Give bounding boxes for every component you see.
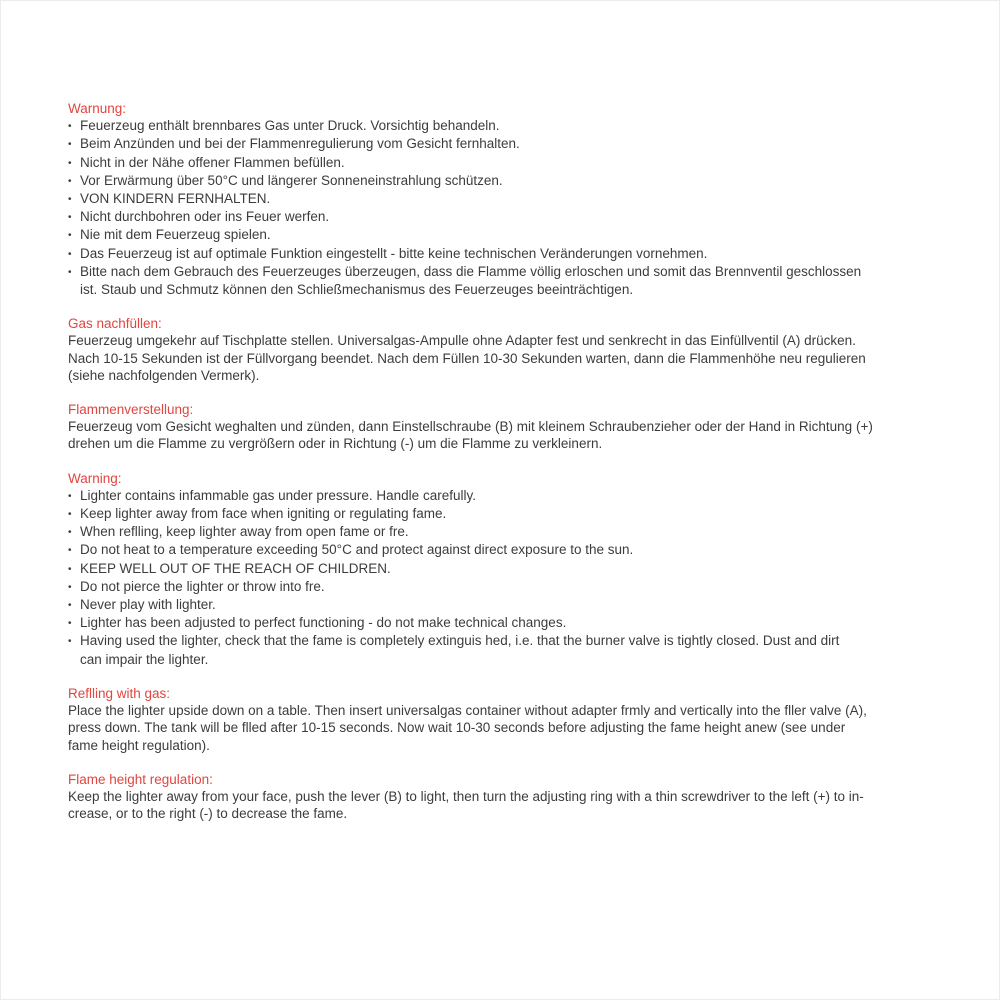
bullet-line — [68, 208, 913, 226]
bullet-line — [68, 487, 913, 505]
bullet-icon: • — [68, 600, 72, 612]
section-1 — [68, 315, 913, 384]
line-text: When reflling, keep lighter away from open fame or fre. — [80, 524, 409, 540]
bullet-icon: • — [68, 121, 72, 133]
section-heading: Warnung: — [68, 101, 127, 116]
bullet-icon: • — [68, 563, 72, 575]
bullet-icon: • — [68, 230, 72, 242]
line-text: Never play with lighter. — [80, 597, 216, 613]
line-text: Nach 10-15 Sekunden ist der Füllvorgang beendet. Nach dem Füllen 10-30 Sekunden warten, dann die Flammenhöhe neu regulieren — [68, 350, 866, 366]
line-text: Place the lighter upside down on a table. Then insert universalgas container without adapter frmly and vertically into the fller valve (A), — [68, 703, 867, 719]
text-line — [68, 418, 913, 435]
bullet-icon: • — [68, 266, 72, 278]
line-text: VON KINDERN FERNHALTEN. — [80, 191, 271, 207]
bullet-icon: • — [68, 509, 72, 521]
bullet-icon: • — [68, 545, 72, 557]
bullet-icon: • — [68, 157, 72, 169]
section-heading: Gas nachfüllen: — [68, 316, 162, 332]
line-text: crease, or to the right (-) to decrease the fame. — [68, 806, 348, 822]
section-2 — [68, 401, 913, 453]
text-line — [68, 702, 913, 719]
line-text: Do not heat to a temperature exceeding 50°C and protect against direct exposure to the sun. — [80, 542, 634, 558]
bullet-icon: • — [68, 139, 72, 151]
line-text: Lighter has been adjusted to perfect functioning - do not make technical changes. — [80, 615, 567, 631]
bullet-line — [68, 117, 913, 135]
bullet-line — [68, 172, 913, 190]
line-text: KEEP WELL OUT OF THE REACH OF CHILDREN. — [80, 560, 391, 576]
line-text: ist. Staub und Schmutz können den Schließmechanismus des Feuerzeuges beeinträchtigen. — [80, 282, 634, 298]
line-text: Having used the lighter, check that the fame is completely extinguis hed, i.e. that the burner valve is tightly closed. Dust and dirt — [80, 633, 840, 649]
bullet-icon: • — [68, 618, 72, 630]
bullet-line — [68, 560, 913, 578]
line-text: Das Feuerzeug ist auf optimale Funktion eingestellt - bitte keine technischen Veränderungen vornehmen. — [80, 245, 708, 261]
bullet-icon: • — [68, 527, 72, 539]
text-line — [68, 788, 913, 805]
line-text: Do not pierce the lighter or throw into fre. — [80, 578, 325, 594]
bullet-line — [68, 523, 913, 541]
bullet-icon: • — [68, 175, 72, 187]
text-line — [68, 281, 913, 298]
line-text: Bitte nach dem Gebrauch des Feuerzeuges überzeugen, dass die Flamme völlig erloschen und somit das Brennventil geschlossen — [80, 263, 862, 279]
lighter-instructions-document — [68, 100, 913, 822]
bullet-line — [68, 632, 913, 650]
text-line — [68, 332, 913, 349]
section-heading: Flammenverstellung: — [68, 402, 194, 418]
line-text: drehen um die Flamme zu vergrößern oder in Richtung (-) um die Flamme zu verkleinern. — [68, 436, 603, 452]
section-heading: Reflling with gas: — [68, 685, 171, 701]
line-text: Lighter contains infammable gas under pressure. Handle carefully. — [80, 487, 476, 503]
bullet-line — [68, 263, 913, 281]
bullet-line — [68, 154, 913, 172]
line-text: Nie mit dem Feuerzeug spielen. — [80, 227, 271, 243]
text-line — [68, 805, 913, 822]
bullet-line — [68, 190, 913, 208]
bullet-icon: • — [68, 212, 72, 224]
bullet-line — [68, 245, 913, 263]
bullet-icon: • — [68, 490, 72, 502]
text-line — [68, 435, 913, 452]
section-heading: Warning: — [68, 470, 122, 486]
line-text: press down. The tank will be flled after 10-15 seconds. Now wait 10-30 seconds before adjusting the fame height anew (see under — [68, 720, 846, 736]
bullet-line — [68, 505, 913, 523]
line-text: (siehe nachfolgenden Vermerk). — [68, 367, 260, 383]
bullet-icon: • — [68, 581, 72, 593]
line-text: Nicht durchbohren oder ins Feuer werfen. — [80, 209, 330, 225]
line-text: fame height regulation). — [68, 737, 210, 753]
line-text: Feuerzeug enthält brennbares Gas unter Druck. Vorsichtig behandeln. — [80, 118, 500, 134]
text-line — [68, 719, 913, 736]
bullet-line — [68, 541, 913, 559]
line-text: Vor Erwärmung über 50°C und längerer Sonneneinstrahlung schützen. — [80, 172, 503, 188]
section-heading: Flame height regulation: — [68, 771, 213, 787]
bullet-icon: • — [68, 636, 72, 648]
bullet-line — [68, 226, 913, 244]
section-4 — [68, 685, 913, 754]
text-line — [68, 737, 913, 754]
line-text: can impair the lighter. — [80, 651, 209, 667]
line-text: Beim Anzünden und bei der Flammenregulierung vom Gesicht fernhalten. — [80, 136, 520, 152]
line-text: Feuerzeug vom Gesicht weghalten und zünden, dann Einstellschraube (B) mit kleinem Schraubenzieher oder der Hand in Richtung (+) — [68, 419, 873, 435]
bullet-line — [68, 578, 913, 596]
bullet-icon: • — [68, 248, 72, 260]
line-text: Keep the lighter away from your face, push the lever (B) to light, then turn the adjusting ring with a thin screwdriver to the left (+) to in- — [68, 788, 864, 804]
line-text: Nicht in der Nähe offener Flammen befüllen. — [80, 154, 345, 170]
text-line — [68, 651, 913, 668]
line-text: Keep lighter away from face when igniting or regulating fame. — [80, 506, 447, 522]
bullet-line — [68, 596, 913, 614]
bullet-line — [68, 614, 913, 632]
bullet-line — [68, 135, 913, 153]
section-3 — [68, 470, 913, 668]
bullet-icon: • — [68, 194, 72, 206]
line-text: Feuerzeug umgekehr auf Tischplatte stellen. Universalgas-Ampulle ohne Adapter fest und senkrecht in das Einfüllventil (A) drücken. — [68, 333, 856, 349]
text-line — [68, 350, 913, 367]
text-line — [68, 367, 913, 384]
section-0 — [68, 100, 913, 298]
section-5 — [68, 771, 913, 823]
